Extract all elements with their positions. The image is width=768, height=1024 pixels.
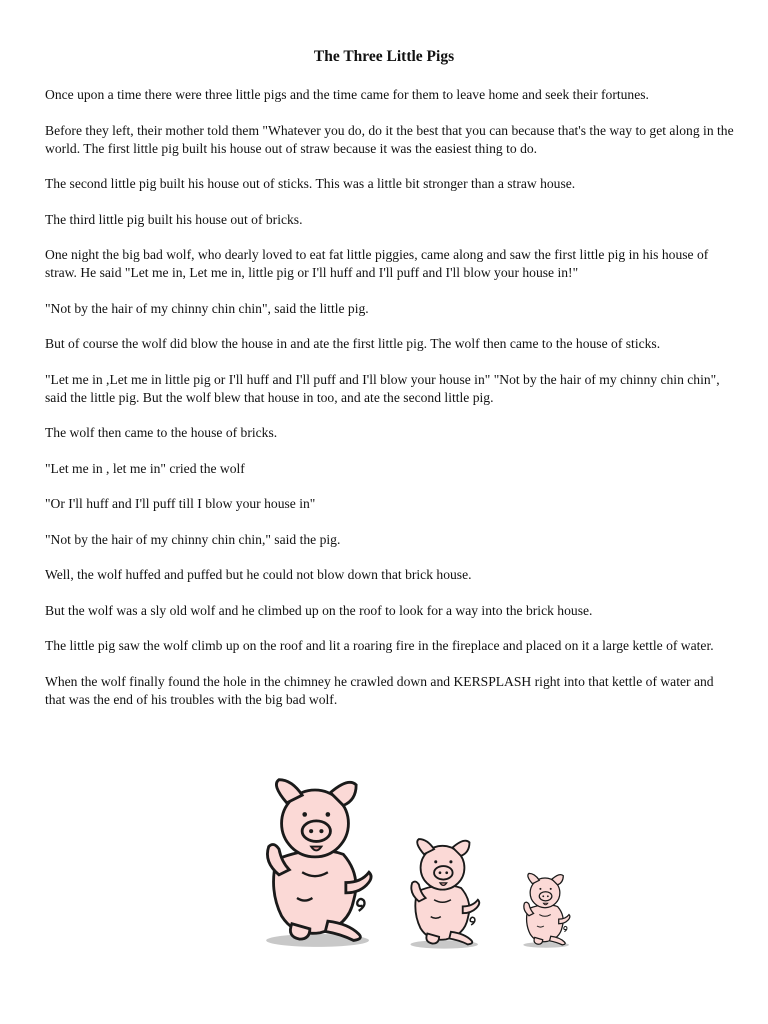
pig-medium-icon — [400, 834, 485, 952]
paragraph: "Not by the hair of my chinny chin chin," said the pig. — [45, 531, 341, 547]
paragraph: One night the big bad wolf, who dearly loved to eat fat little piggies, came along and saw the first little pig in his house of straw. He said "Let me in, Let me in, little pig or I'll huff and I'll puff and I'll blow your house in!" — [45, 247, 709, 280]
paragraph: "Or I'll huff and I'll puff till I blow your house in" — [45, 496, 316, 511]
paragraph: "Not by the hair of my chinny chin chin", said the little pig. — [45, 300, 369, 316]
pig-small-icon — [516, 870, 574, 950]
story-title: The Three Little Pigs — [313, 48, 455, 65]
paragraph: "Let me in , let me in" cried the wolf — [45, 460, 245, 476]
paragraph: Once upon a time there were three little pigs and the time came for them to leave home and seek their fortunes. — [45, 87, 649, 102]
story-body — [45, 86, 735, 726]
paragraph: But of course the wolf did blow the house in and ate the first little pig. The wolf then came to the house of sticks. — [45, 336, 661, 351]
paragraph: When the wolf finally found the hole in the chimney he crawled down and KERSPLASH right into that kettle of water and that was the end of his troubles with the big bad wolf. — [45, 673, 714, 707]
three-pigs-illustration — [250, 772, 590, 962]
paragraph: Well, the wolf huffed and puffed but he could not blow down that brick house. — [45, 567, 472, 582]
paragraph: The third little pig built his house out of bricks. — [45, 211, 303, 227]
paragraph: The wolf then came to the house of bricks. — [45, 425, 278, 440]
pig-large-icon — [250, 772, 380, 952]
paragraph: Before they left, their mother told them "Whatever you do, do it the best that you can because that's the way to get along in the world. The first little pig built his house out of straw because it was the easiest thing to do. — [45, 122, 734, 156]
paragraph: "Let me in ,Let me in little pig or I'll huff and I'll puff and I'll blow your house in" "Not by the hair of my chinny chin chin", said the little pig. But the wolf blew that house in too, and ate the second little pig. — [45, 371, 720, 405]
paragraph: The second little pig built his house out of sticks. This was a little bit stronger than a straw house. — [45, 176, 576, 191]
paragraph: But the wolf was a sly old wolf and he climbed up on the roof to look for a way into the brick house. — [45, 602, 593, 618]
paragraph: The little pig saw the wolf climb up on the roof and lit a roaring fire in the fireplace and placed on it a large kettle of water. — [45, 638, 714, 653]
